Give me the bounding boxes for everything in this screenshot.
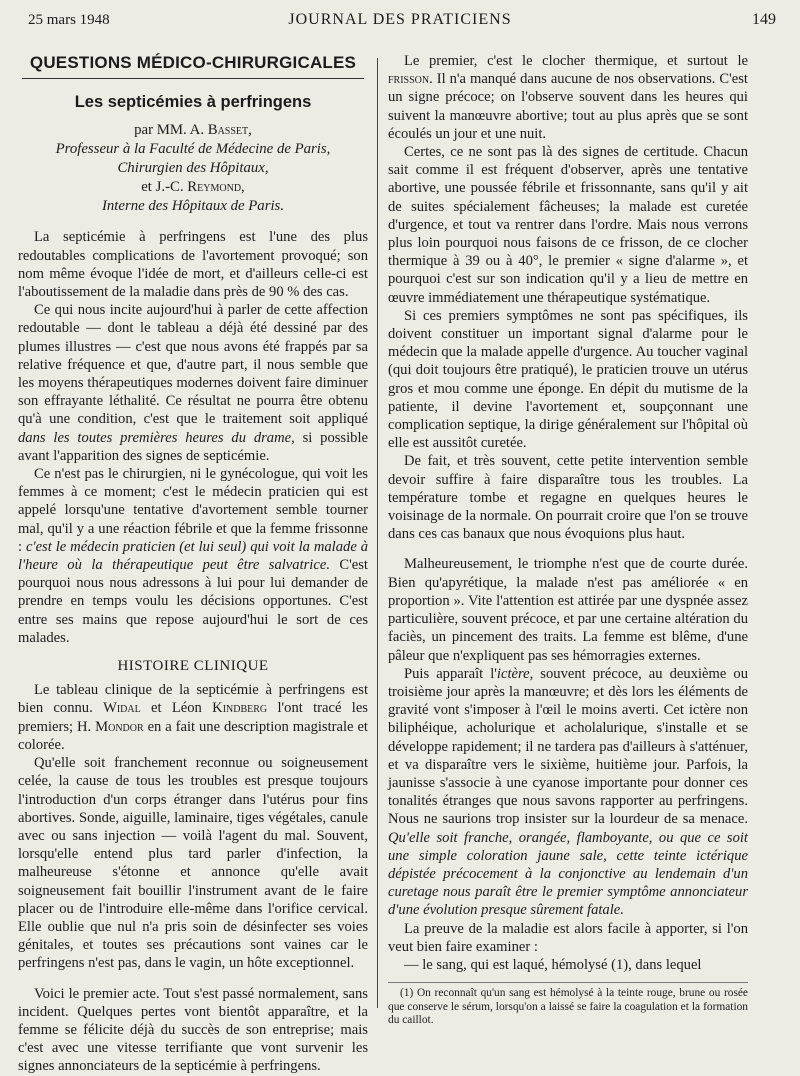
emphasis: dans les toutes premières heures du drame,	[18, 429, 295, 446]
paragraph: La septicémie à perfringens est l'une des plus redoutables complications de l'avortement provoqué; son nom même évoque l'idée de mort, et d'ailleurs celle-ci est l'aboutissement de la maladie dans près de 90 % des cas.	[18, 229, 368, 301]
emphasis: Qu'elle soit franche, orangée, flamboyante, ou que ce soit une simple coloration jaune sale, cette teinte ictérique dépistée précocement à la conjonctive au lendemain d'un curetage nous paraît être le premier symptôme annonciateur d'une évolution presque sûrement fatale.	[388, 829, 748, 919]
text: Le tableau clinique de la septicémie à perfringens est bien connu.	[18, 682, 368, 717]
subheading: HISTOIRE CLINIQUE	[117, 658, 269, 675]
paragraph: Voici le premier acte. Tout s'est passé normalement, sans incident. Quelques pertes vont bientôt apparaître, et la femme se félicite déjà du succès de son entreprise; mais c'est avec une vitesse terrifiante que vont survenir les signes annonciateurs de la septicémie à perfringens.	[18, 985, 368, 1075]
text: . Il n'a manqué dans aucune de nos observations. C'est un signe précoce; on l'observe souvent dans les heures qui suivent la manœuvre abortive; tout au plus après que se sont écoulés un jour et une nuit.	[388, 71, 748, 142]
emphasis: c'est le médecin praticien (et lui seul) qui voit la malade à l'heure où la thérapeutique peut être salvatrice.	[18, 538, 369, 574]
article-title: Les septicémies à perfringens	[74, 93, 312, 112]
paragraph: — le sang, qui est laqué, hémolysé (1), dans lequel	[404, 956, 702, 973]
byline-line1	[18, 121, 368, 140]
section-title: QUESTIONS MÉDICO-CHIRURGICALES	[29, 53, 357, 72]
text: Le premier, c'est le clocher thermique, et surtout le	[404, 53, 748, 69]
author1-role2: Chirurgien des Hôpitaux,	[117, 160, 269, 177]
emphasis: ictère	[496, 665, 530, 682]
paragraph	[18, 301, 368, 465]
author1-name: Basset,	[207, 122, 252, 139]
paragraph: Malheureusement, le triomphe n'est que de courte durée. Bien qu'apyrétique, la malade n'est pas améliorée « en proportion ». Vite l'attention est attirée par une dyspnée assez particulière, souvent précoce, et par une certaine altération du faciès, un pincement des traits. La femme est blême, d'une pâleur que n'expliquent pas ses hémorragies externes.	[388, 556, 748, 664]
text: , souvent précoce, au deuxième ou troisième jour après la manœuvre; et dès lors les éléments de gravité vont s'imposer à l'œil le moins averti. Cet ictère non biliphéique, acholurique et acholalurique, s'installe et se développe rapidement; il ne tardera pas d'ailleurs à s'atténuer, et va disparaître vers le sixième, huitième jour. Parfois, la jaunisse s'associe à une cyanose importante pour donner ces tonalités étranges que nous savons rapporter au perfringens. Nous ne saurions trop insister sur la lourdeur de sa menace.	[388, 665, 748, 828]
right-column	[388, 52, 748, 1028]
text: Ce qui nous incite aujourd'hui à parler de cette affection redoutable — dont le tableau a déjà été dessiné par des plumes illustres — c'est que nous avons été frappés par sa relative fréquence et que, d'autre part, il nous semble que les moyens thérapeutiques modernes doivent faire diminuer son effrayante léthalité. Ce résultat ne pourra être obtenu qu'à une condition, c'est que le traitement soit appliqué	[18, 302, 368, 428]
footnote	[388, 982, 748, 1028]
author-name: Kindberg	[212, 700, 268, 717]
left-column	[18, 52, 368, 1076]
title-rule	[22, 78, 364, 79]
byline-prefix: par MM. A.	[134, 122, 205, 139]
text: et Léon	[140, 700, 213, 717]
paragraph	[388, 52, 748, 143]
issue-date: 25 mars 1948	[28, 12, 110, 28]
author1-role1: Professeur à la Faculté de Médecine de Paris,	[55, 141, 331, 158]
text: l'ont tracé les premiers; H.	[18, 700, 368, 735]
byline	[18, 121, 368, 216]
paragraph: Qu'elle soit franchement reconnue ou soigneusement celée, la cause de tous les troubles est presque toujours l'introduction d'un corps étranger dans l'utérus pour fins abortives. Sonde, aiguille, laminaire, tiges végétales, canule avec ou sans injection — voilà l'agent du mal. Souvent, lorsqu'elle entend plus tard parler d'infection, la malheureuse s'étonne et annonce qu'elle avait soigneusement fait bouillir l'instrument avant de le faire placer ou de l'introduire elle-même dans l'orifice cervical. Elle oublie que nul n'a pris soin de désinfecter ses voies génitales, et toutes ses précautions sont vaines car le perfringens n'est pas, dans le vagin, un hôte exceptionnel.	[18, 755, 368, 972]
text: Ce n'est pas le chirurgien, ni le gynécologue, qui voit les femmes à ce moment; c'est le médecin praticien qui est appelé lorsqu'une tentative d'avortement semble tourner mal, qu'il y a une réaction fébrile et que la femme frissonne :	[18, 466, 368, 555]
paragraph	[18, 681, 368, 754]
paragraph: Si ces premiers symptômes ne sont pas spécifiques, ils doivent constituer un important signal d'alarme pour le médecin que la malade appelle d'urgence. Au toucher vaginal (qui doit toujours être pratiqué), le praticien trouve un utérus gros et mou comme une éponge. En dépit du mutisme de la patiente, il devine l'avortement et, soupçonnant une complication septique, la dirige généralement sur l'hôpital où elle est aussitôt curetée.	[388, 307, 748, 452]
journal-name: JOURNAL DES PRATICIENS	[288, 11, 512, 28]
paragraph	[18, 465, 368, 647]
text: C'est pourquoi nous nous adressons à lui pour lui demander de prendre en temps voulu les décisions opportunes. C'est entre ses mains que repose aujourd'hui le sort de ces malades.	[18, 557, 368, 646]
page-number: 149	[752, 11, 776, 28]
paragraph: De fait, et très souvent, cette petite intervention semble devoir suffire à faire disparaître tous les troubles. La température tombe et regagne en quelques heures le voisinage de la normale. On pourrait croire que l'on se trouve dans ces cas banaux que nous évoquions plus haut.	[388, 453, 748, 543]
text: si possible avant l'apparition des signes de septicémie.	[18, 429, 368, 464]
paragraph: La preuve de la maladie est alors facile à apporter, si l'on veut bien faire examiner :	[388, 920, 748, 955]
byline-line4	[18, 178, 368, 197]
text: en a fait une description magistrale et colorée.	[18, 718, 368, 753]
author-name: Widal	[103, 700, 141, 717]
byline-mid: et J.-C.	[141, 179, 184, 196]
author2-role: Interne des Hôpitaux de Paris.	[101, 198, 285, 215]
author2-name: Reymond,	[187, 179, 245, 196]
small-caps-term: frisson	[388, 71, 430, 88]
page-header	[22, 8, 778, 34]
column-divider	[377, 58, 378, 1008]
text: Puis apparaît l'	[404, 665, 497, 682]
paragraph: Certes, ce ne sont pas là des signes de certitude. Chacun sait comme il est fréquent d'observer, après une tentative abortive, une poussée fébrile et frissonnante, sans qu'il y ait de suites spécialement fâcheuses; la malade est curetée d'urgence, et tout va rentrer dans l'ordre. Mais nous verrons plus loin pourquoi nous faisons de ce frisson, de ce clocher thermique à 39 ou à 40°, le premier « signe d'alarme », et pourquoi c'est sur son indication qu'il y a lieu de mettre en œuvre immédiatement une thérapeutique systématique.	[388, 144, 748, 306]
paragraph	[388, 665, 748, 920]
footnote-text: (1) On reconnaît qu'un sang est hémolysé à la teinte rouge, brune ou rosée que conserve le sérum, lorsqu'on a laissé se faire la coagulation et la formation du caillot.	[388, 987, 748, 1027]
author-name: Mondor	[95, 718, 144, 735]
